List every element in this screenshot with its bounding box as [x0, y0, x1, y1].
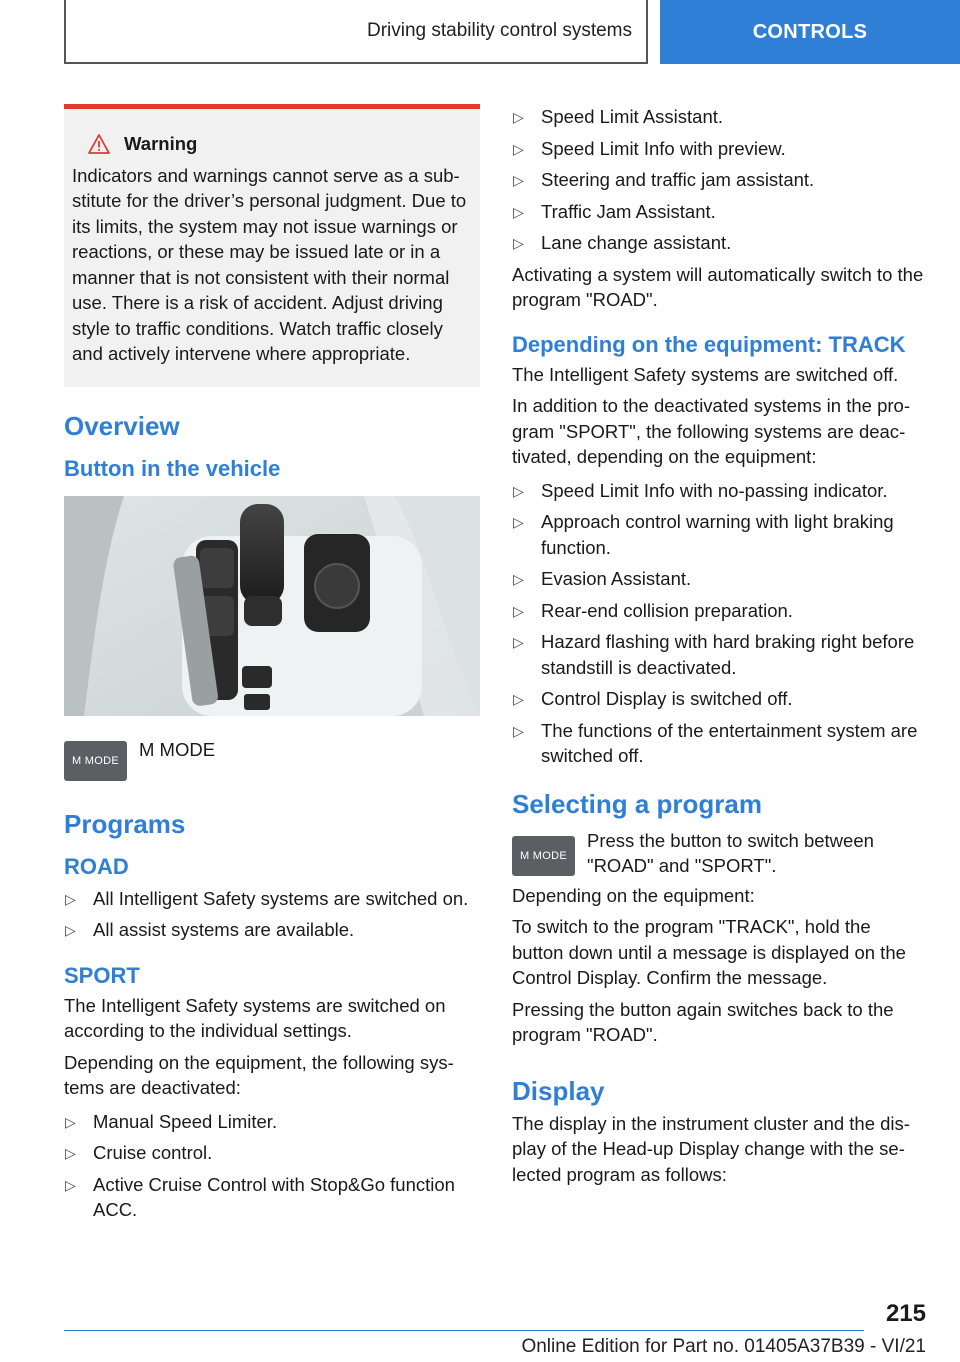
bullet-triangle-icon: ▷ [513, 514, 524, 530]
bullet-triangle-icon: ▷ [65, 922, 76, 938]
activating-note: Activating a system will automatically switch to the program "ROAD". [512, 263, 924, 310]
bullet-triangle-icon: ▷ [65, 890, 76, 907]
track-heading: Depending on the equipment: TRACK [512, 331, 906, 357]
bullet-triangle-icon: ▷ [513, 571, 524, 587]
bullet-triangle-icon: ▷ [513, 203, 524, 220]
button-in-vehicle-heading: Button in the vehicle [64, 455, 281, 481]
sport-list [64, 1109, 480, 1223]
footer-divider [64, 1330, 864, 1331]
list-item: ▷ Evasion Assistant. [512, 566, 926, 592]
bullet-triangle-icon: ▷ [513, 235, 524, 251]
center-console-photo [64, 496, 480, 721]
bullet-triangle-icon: ▷ [513, 109, 524, 125]
sport-deactivated-intro: Depending on the equipment, the following systems are deactivated: [64, 1051, 454, 1098]
bullet-triangle-icon: ▷ [513, 634, 524, 650]
right-column [512, 104, 926, 1187]
sport-intro: The Intelligent Safety systems are switched on according to the individual settings. [64, 994, 446, 1041]
warning-title: Warning [88, 131, 472, 157]
list-item: ▷ Hazard flashing with hard braking right before standstill is deactivated. [513, 631, 915, 678]
track-deactivated-intro: In addition to the deactivated systems in the program "SPORT", the following systems are deactivated, depending on the equipment: [512, 395, 910, 467]
list-item: ▷ Lane change assistant. [512, 230, 926, 256]
road-heading: ROAD [64, 853, 129, 879]
track-list [512, 478, 926, 769]
list-item: ▷ Manual Speed Limiter. [64, 1109, 480, 1135]
list-item: ▷ Speed Limit Info with no-passing indicator. [512, 478, 926, 504]
bullet-triangle-icon: ▷ [513, 140, 524, 157]
list-item: ▷ Steering and traffic jam assistant. [512, 167, 926, 193]
bullet-triangle-icon: ▷ [513, 722, 524, 739]
overview-heading: Overview [64, 410, 180, 441]
programs-heading: Programs [64, 808, 186, 839]
display-text: The display in the instrument cluster and the display of the Head-up Display change with the selected program as follows: [512, 1112, 910, 1185]
list-item: ▷ All assist systems are available. [64, 917, 480, 943]
display-heading: Display [512, 1075, 605, 1106]
selecting-program-row [512, 830, 926, 879]
bullet-triangle-icon: ▷ [65, 1113, 76, 1130]
list-item: ▷ Control Display is switched off. [512, 686, 926, 712]
selecting-track-instruction: To switch to the program "TRACK", hold the button down until a message is displayed on the Control Display. Confirm the message. [512, 916, 906, 988]
bullet-triangle-icon: ▷ [513, 602, 524, 619]
bullet-triangle-icon: ▷ [65, 1176, 76, 1193]
selecting-program-heading: Selecting a program [512, 788, 762, 819]
list-item: ▷ Approach control warning with light braking function. [513, 511, 894, 558]
footer-edition: Online Edition for Part no. 01405A37B39 - VI/21 [521, 1336, 926, 1357]
page-number: 215 [885, 1300, 926, 1327]
mmode-legend [64, 738, 480, 781]
bullet-triangle-icon: ▷ [65, 1145, 76, 1161]
list-item: ▷ Active Cruise Control with Stop&Go function ACC. [65, 1173, 455, 1220]
warning-text: Indicators and warnings cannot serve as a substitute for the driver’s personal judgment. Due to its limits, the system may not issue warnings or reactions, or these may be issued late or in a manner that is not consistent with their normal use. There is a risk of accident. Adjust driving style to traffic conditions. Watch traffic closely and actively intervene where appropriate. [72, 164, 467, 364]
list-item: ▷ Rear-end collision preparation. [512, 598, 926, 624]
sport-heading: SPORT [64, 962, 140, 988]
selecting-equipment-note: Depending on the equipment: [512, 884, 755, 906]
list-item: ▷ The functions of the entertainment system are switched off. [513, 719, 918, 766]
bullet-triangle-icon: ▷ [513, 172, 524, 188]
road-list [64, 886, 480, 943]
list-item: ▷ Speed Limit Info with preview. [512, 136, 926, 162]
selecting-switch-back: Pressing the button again switches back to the program "ROAD". [512, 998, 894, 1045]
header-section-title: Driving stability control systems [64, 0, 648, 64]
mmode-label: M MODE [139, 738, 216, 760]
mmode-button-icon: M MODE [64, 741, 127, 781]
track-intro: The Intelligent Safety systems are switched off. [512, 363, 899, 385]
header-chapter-tab[interactable]: CONTROLS [660, 0, 960, 64]
list-item: ▷ Traffic Jam Assistant. [512, 199, 926, 225]
mmode-button-icon: M MODE [512, 836, 575, 876]
list-item: ▷ All Intelligent Safety systems are switched on. [64, 886, 480, 912]
warning-box [64, 104, 480, 387]
warning-triangle-icon [88, 134, 110, 154]
list-item: ▷ Speed Limit Assistant. [512, 104, 926, 130]
bullet-triangle-icon: ▷ [513, 691, 524, 707]
list-item: ▷ Cruise control. [64, 1140, 480, 1166]
left-column [64, 104, 480, 1229]
bullet-triangle-icon: ▷ [513, 482, 524, 499]
selecting-instruction: Press the button to switch between "ROAD" and "SPORT". [587, 829, 874, 876]
sport-list-continued [512, 104, 926, 256]
